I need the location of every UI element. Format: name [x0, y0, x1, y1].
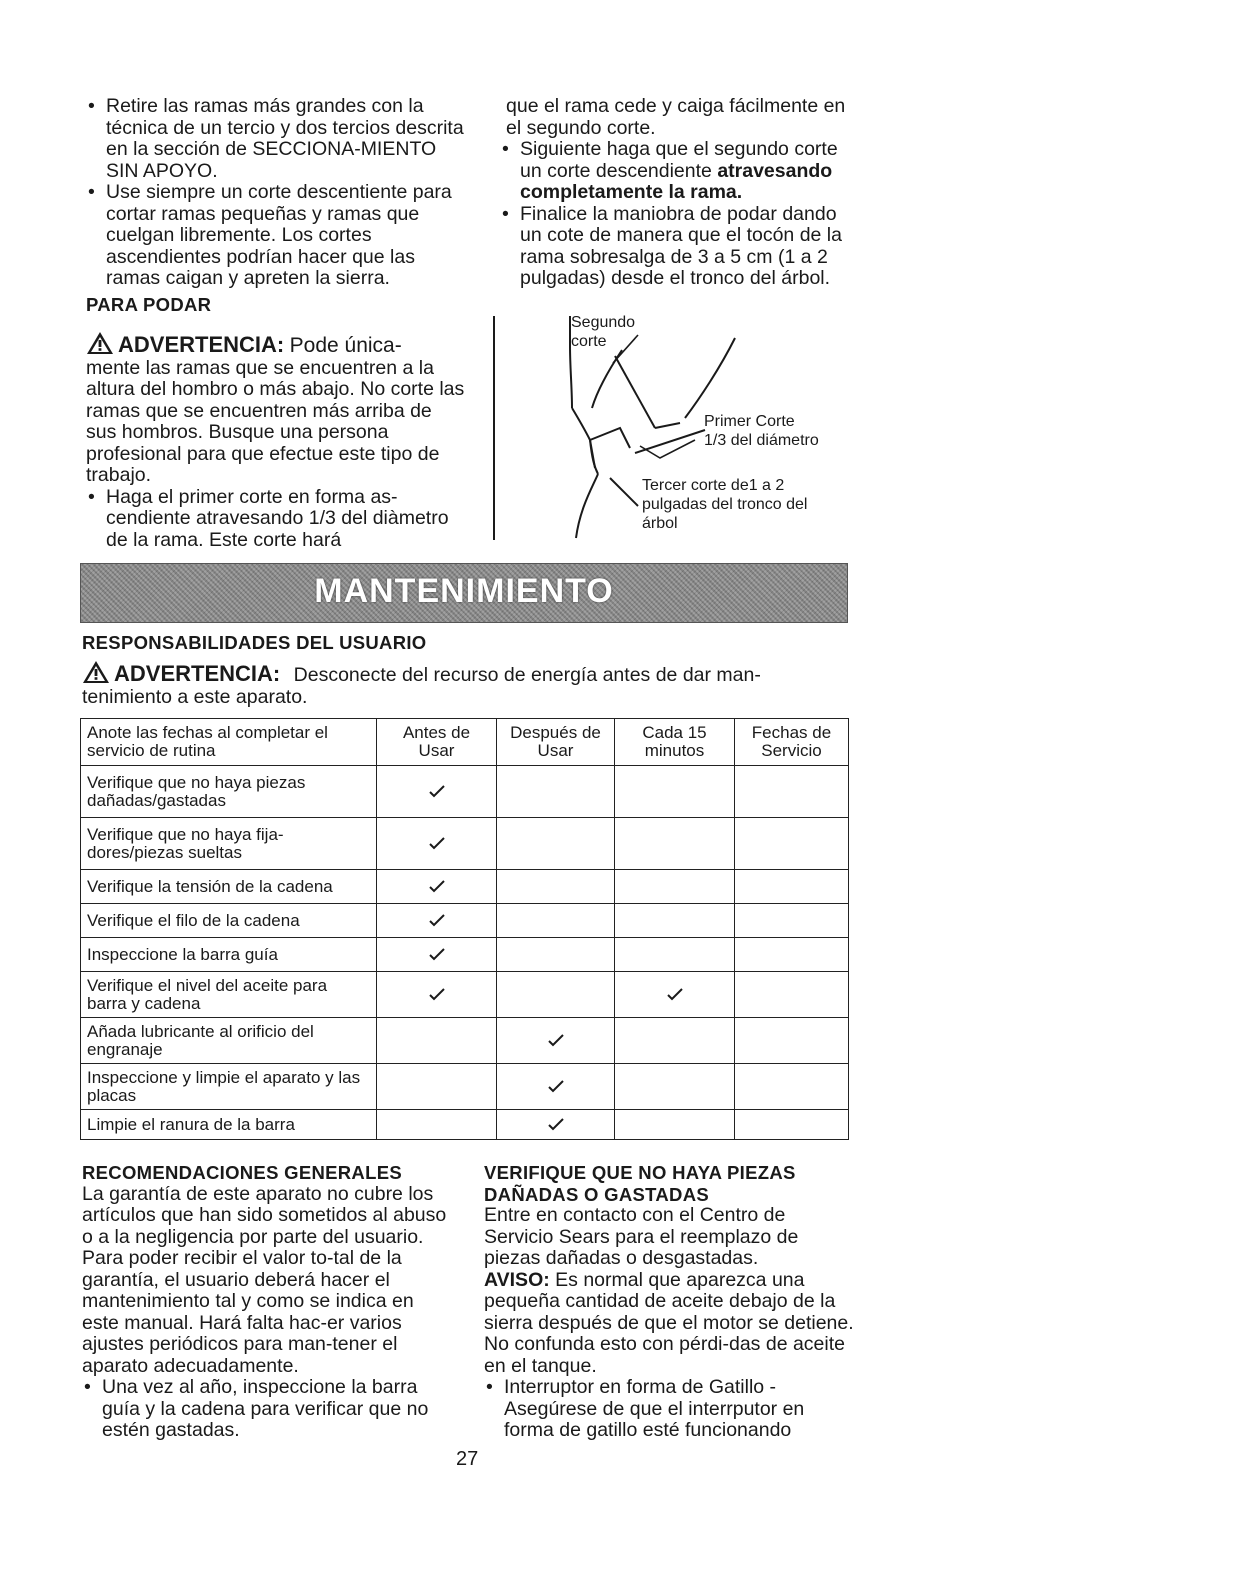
check-cell [377, 1110, 497, 1140]
check-cell [615, 938, 735, 972]
table-body [81, 766, 849, 1140]
column-header: Anote las fechas al completar el servicio de rutina [81, 719, 377, 766]
column-header: Fechas de Servicio [735, 719, 849, 766]
check-cell [497, 1064, 615, 1110]
table-row [81, 870, 849, 904]
checkmark-icon [547, 1079, 565, 1093]
check-parts-text: Entre en contacto con el Centro de Servicio Sears para el reemplazo de piezas dañadas o desgastadas. [484, 1204, 799, 1269]
check-cell [377, 870, 497, 904]
section-heading: VERIFIQUE QUE NO HAYA PIEZAS DAÑADAS O GASTADAS [484, 1162, 796, 1205]
warning-text: mente las ramas que se encuentren a la altura del hombro o más abajo. No corte las ramas que se encuentren más arriba de sus hombros. Busque una persona profesional para que efectue este tipo de trabajo. [86, 356, 465, 486]
check-cell [735, 904, 849, 938]
checkmark-icon [428, 947, 446, 961]
check-cell [615, 870, 735, 904]
bullet-text: Siguiente haga que el segundo corte un corte descendiente [520, 138, 838, 182]
list-item: • Use siempre un corte descentiente para cortar ramas pequeñas y ramas que cuelgan libremente. Los cortes ascendientes podrían hacer que las ramas caigan y apreten la sierra. [86, 182, 466, 290]
check-cell [497, 1018, 615, 1064]
list-item [500, 139, 860, 204]
column-header: Cada 15 minutos [615, 719, 735, 766]
check-cell [615, 1064, 735, 1110]
task-cell: Verifique que no haya fija-dores/piezas sueltas [81, 818, 377, 870]
check-cell [735, 1018, 849, 1064]
check-cell [735, 938, 849, 972]
check-cell [735, 870, 849, 904]
table-row [81, 1018, 849, 1064]
table-row [81, 972, 849, 1018]
notice-text: Es normal que aparezca una pequeña cantidad de aceite debajo de la sierra después de que el motor se detiene. No confunda esto con pérdi-das de aceite en el tanque. [484, 1268, 854, 1377]
second-cut-label: Segundo corte [571, 314, 636, 350]
warning-triangle-icon [82, 660, 110, 684]
check-cell [497, 938, 615, 972]
table-row [81, 938, 849, 972]
check-cell [377, 1018, 497, 1064]
notice-label: AVISO: [484, 1268, 550, 1291]
check-cell [735, 972, 849, 1018]
check-cell [735, 766, 849, 818]
task-cell: Verifique el filo de la cadena [81, 904, 377, 938]
maintenance-warning [82, 660, 842, 708]
task-cell: Inspeccione y limpie el aparato y las placas [81, 1064, 377, 1110]
check-parts-section [484, 1162, 854, 1442]
check-cell [497, 870, 615, 904]
task-cell: Verifique el nivel del aceite para barra y cadena [81, 972, 377, 1018]
check-cell [615, 904, 735, 938]
bullet-bold-text: atravesando completamente la rama. [520, 159, 833, 203]
check-cell [377, 766, 497, 818]
warning-triangle-icon [86, 331, 114, 355]
check-cell [615, 972, 735, 1018]
check-cell [377, 1064, 497, 1110]
checkmark-icon [428, 913, 446, 927]
check-cell [497, 904, 615, 938]
table-row [81, 1110, 849, 1140]
warning-title: ADVERTENCIA: [114, 661, 281, 686]
first-cut-label: Primer Corte 1/3 del diámetro [704, 413, 819, 449]
checkmark-icon [428, 879, 446, 893]
column-header: Después de Usar [497, 719, 615, 766]
maintenance-heading: RESPONSABILIDADES DEL USUARIO [82, 632, 427, 653]
check-cell [497, 766, 615, 818]
warning-title: ADVERTENCIA: [118, 332, 285, 357]
task-cell: Verifique la tensión de la cadena [81, 870, 377, 904]
checkmark-icon [547, 1117, 565, 1131]
general-text: La garantía de este aparato no cubre los artículos que han sido sometidos al abuso o a la negligencia por parte del usuario. Para poder recibir el valor to-tal de la garantía, el usuario deberá hacer el mantenimiento tal y como se indica en este manual. Hará falta hac-er varios ajustes periódicos para man-tener el aparato adecuadamente. [82, 1182, 447, 1377]
checkmark-icon [428, 987, 446, 1001]
check-cell [497, 1110, 615, 1140]
checkmark-icon [547, 1033, 565, 1047]
list-item: • Interruptor en forma de Gatillo - Asegúrese de que el interrputor en forma de gatillo esté funcionando [484, 1377, 854, 1442]
banner-title: MANTENIMIENTO [314, 572, 614, 610]
check-cell [735, 1110, 849, 1140]
table-row [81, 818, 849, 870]
warning-block [86, 331, 466, 487]
warning-text-inline: Pode única- [289, 334, 402, 357]
check-cell [377, 972, 497, 1018]
task-cell: Añada lubricante al orificio del engranaje [81, 1018, 377, 1064]
check-cell [497, 818, 615, 870]
warning-text: Desconecte del recurso de energía antes de dar man-tenimiento a este aparato. [82, 664, 761, 708]
table-row [81, 1064, 849, 1110]
task-cell: Inspeccione la barra guía [81, 938, 377, 972]
task-cell: Verifique que no haya piezas dañadas/gastadas [81, 766, 377, 818]
continuation-text: que el rama cede y caiga fácilmente en el segundo corte. [506, 95, 846, 139]
check-cell [615, 766, 735, 818]
section-heading: PARA PODAR [86, 293, 212, 315]
check-cell [615, 1110, 735, 1140]
list-item: • Haga el primer corte en forma as-cendiente atravesando 1/3 del diàmetro de la rama. Este corte hará [86, 487, 466, 552]
check-cell [377, 904, 497, 938]
checkmark-icon [428, 836, 446, 850]
check-cell [377, 818, 497, 870]
checkmark-icon [428, 784, 446, 798]
general-recommendations [82, 1162, 452, 1442]
check-cell [615, 1018, 735, 1064]
list-item: • Una vez al año, inspeccione la barra guía y la cadena para verificar que no estén gastadas. [82, 1377, 452, 1442]
check-cell [735, 818, 849, 870]
page-number: 27 [456, 1448, 479, 1470]
checkmark-icon [666, 987, 684, 1001]
table-header-row [81, 719, 849, 766]
table-row [81, 904, 849, 938]
check-cell [615, 818, 735, 870]
left-column [86, 96, 466, 551]
task-cell: Limpie el ranura de la barra [81, 1110, 377, 1140]
notice-block [484, 1270, 854, 1378]
table-row [81, 766, 849, 818]
section-heading: RECOMENDACIONES GENERALES [82, 1162, 402, 1183]
list-item: • Retire las ramas más grandes con la técnica de un tercio y dos tercios descrita en la sección de SECCIONA-MIENTO SIN APOYO. [86, 96, 466, 182]
section-banner [80, 563, 848, 623]
check-cell [735, 1064, 849, 1110]
right-column [500, 96, 860, 290]
maintenance-table [80, 718, 849, 1140]
check-cell [497, 972, 615, 1018]
list-item: • Finalice la maniobra de podar dando un cote de manera que el tocón de la rama sobresalga de 3 a 5 cm (1 a 2 pulgadas) desde el tronco del árbol. [500, 204, 860, 290]
third-cut-label: Tercer corte de1 a 2 pulgadas del tronco del árbol [642, 477, 808, 532]
column-header: Antes de Usar [377, 719, 497, 766]
check-cell [377, 938, 497, 972]
